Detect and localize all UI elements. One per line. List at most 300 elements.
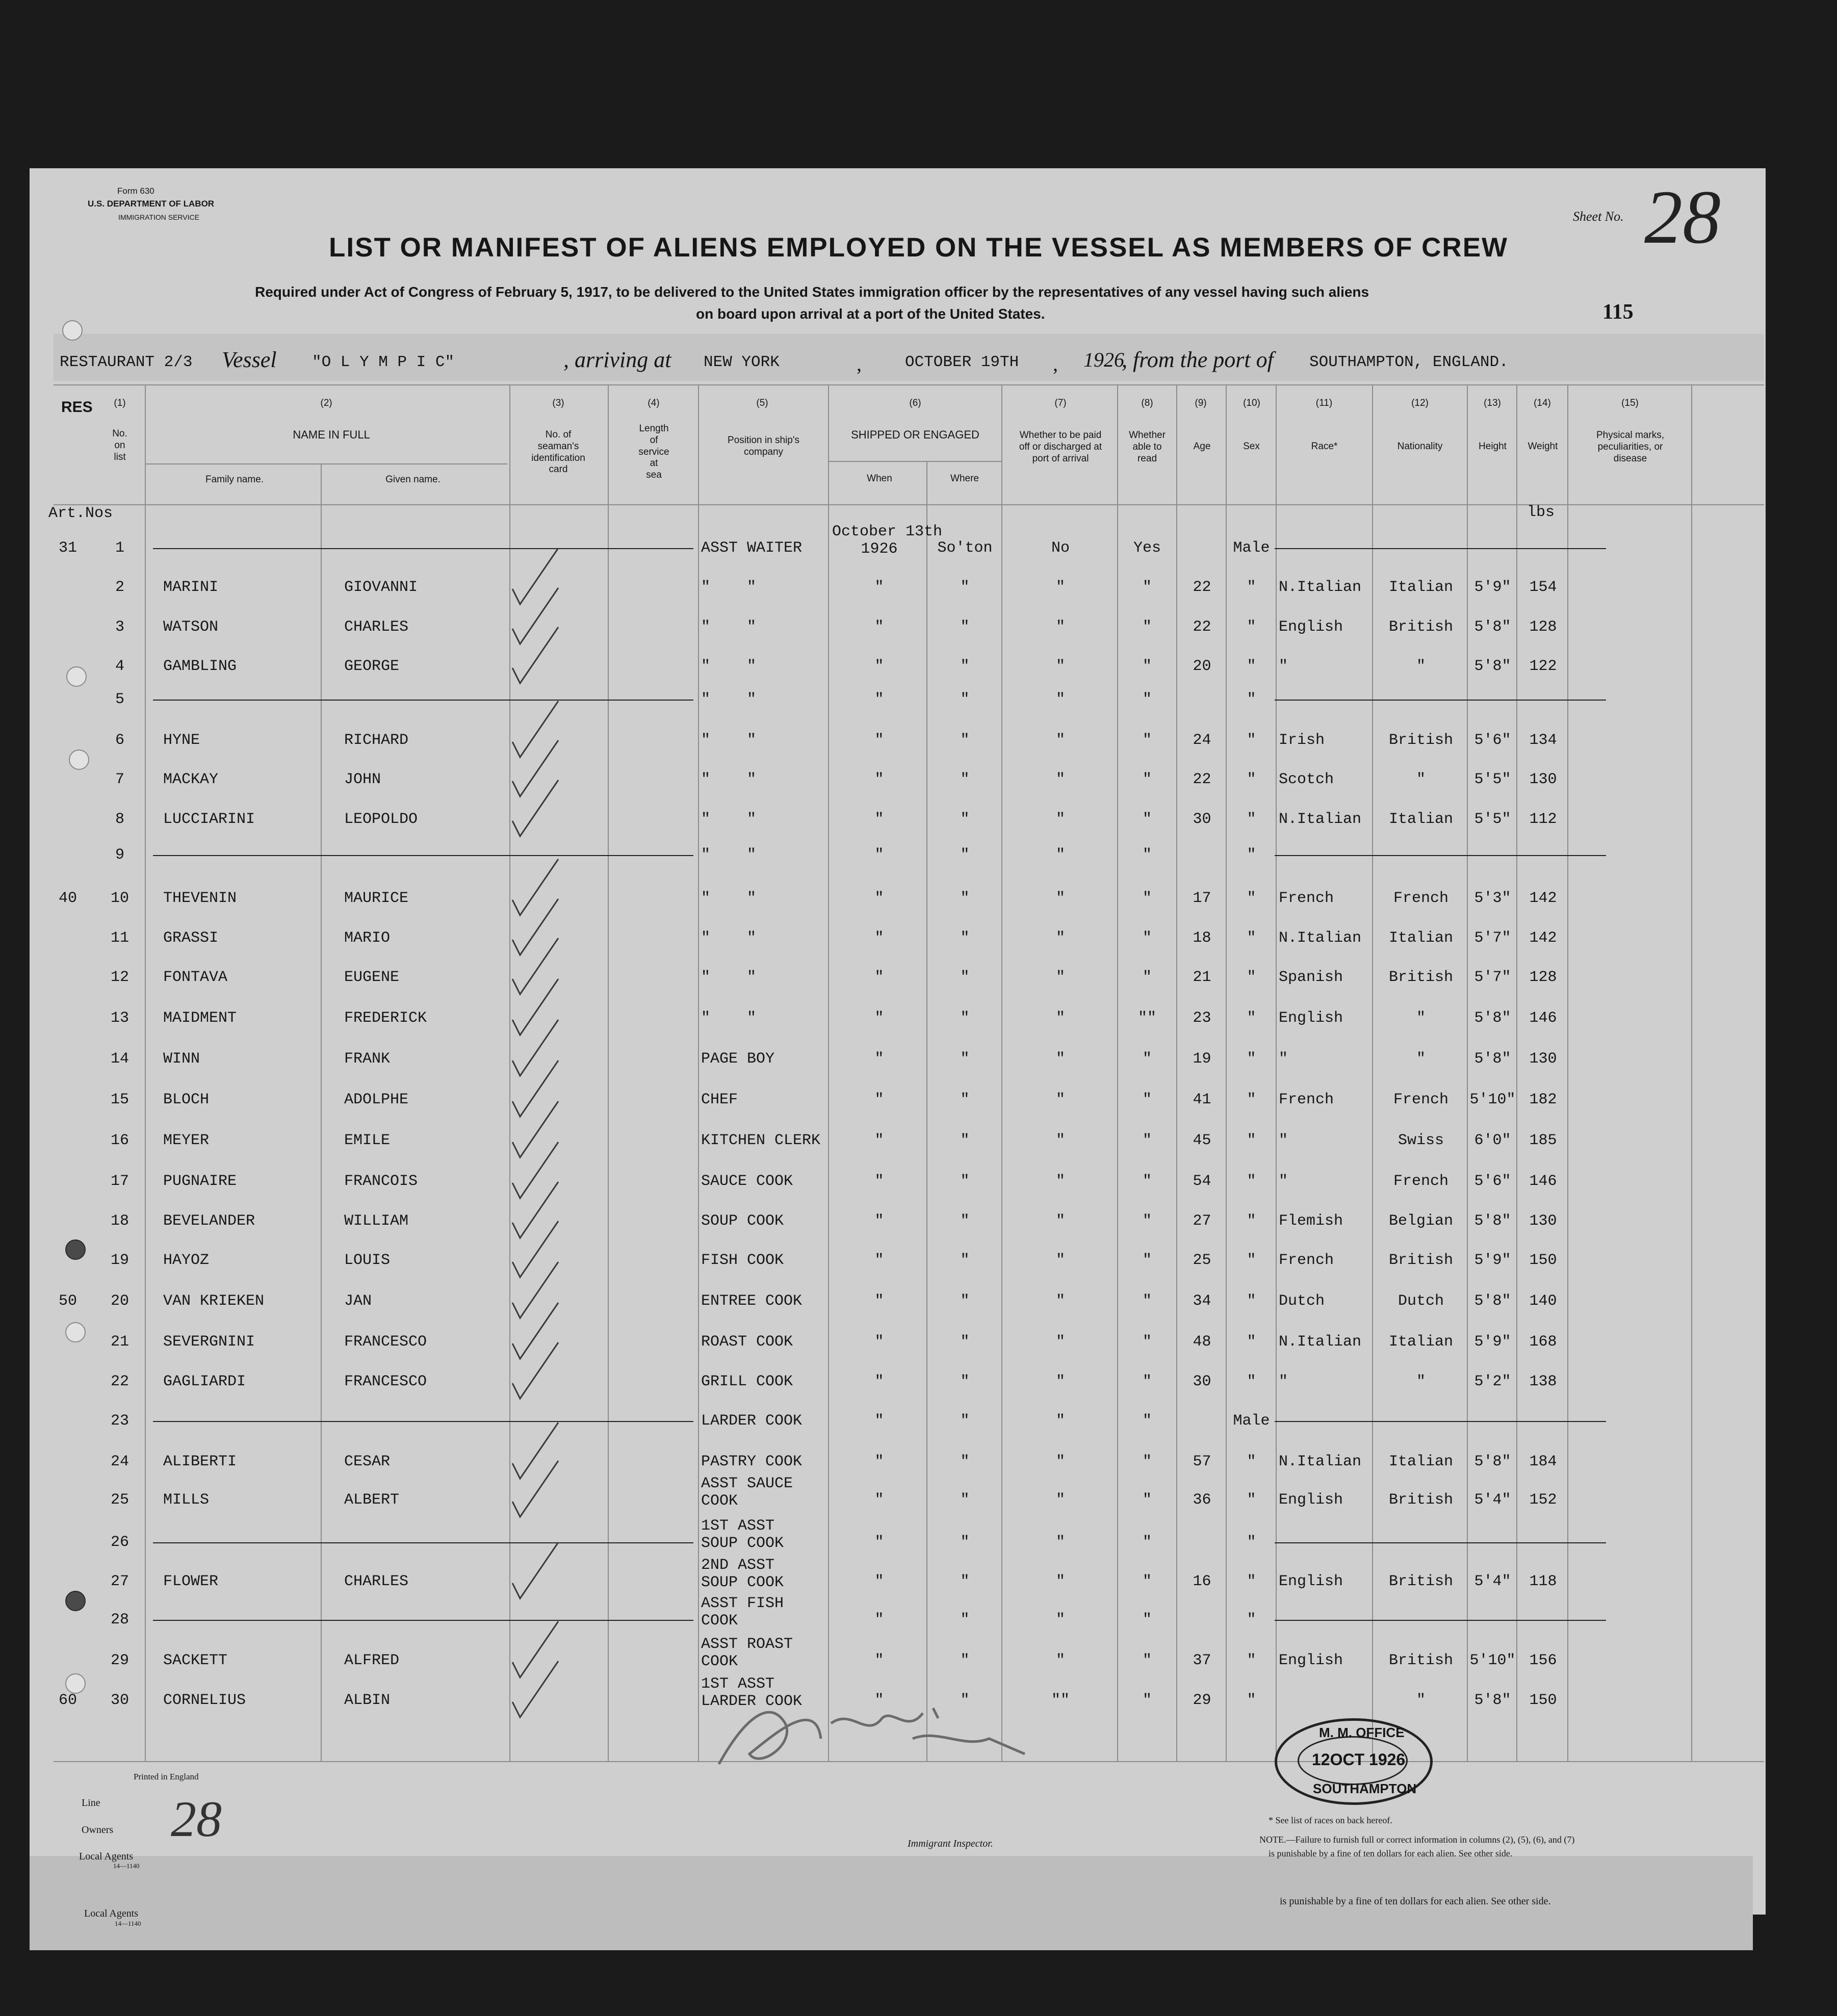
cell-race: Irish (1279, 732, 1325, 749)
cell-when: " (874, 1252, 884, 1269)
cell-position: " " (701, 846, 757, 864)
cell-weight: 156 (1529, 1652, 1557, 1669)
cell-read: " (1142, 771, 1152, 788)
cell-race: English (1279, 1652, 1343, 1669)
cell-race: N.Italian (1279, 1333, 1362, 1351)
cell-sex: " (1247, 1692, 1256, 1709)
col-15-num: (15) (1621, 398, 1639, 408)
cell-position: " " (701, 579, 757, 596)
col-nationality: Nationality (1397, 441, 1443, 452)
immigrant-inspector-label: Immigrant Inspector. (908, 1838, 993, 1849)
cell-read: " (1142, 890, 1152, 907)
cell-age: 16 (1193, 1573, 1211, 1590)
cell-read: " (1142, 1412, 1152, 1430)
cell-when: " (874, 1692, 884, 1709)
check-mark (512, 1221, 558, 1277)
cell-weight: 154 (1529, 579, 1557, 596)
cell-where: " (960, 771, 970, 788)
stamp-date: 12OCT 1926 (1312, 1750, 1406, 1769)
cell-position: " " (701, 890, 757, 907)
cell-where: " (960, 1132, 970, 1149)
cell-where: " (960, 1611, 970, 1629)
cell-race: N.Italian (1279, 579, 1362, 596)
cell-no: 16 (110, 1132, 129, 1149)
origin-port: SOUTHAMPTON, ENGLAND. (1309, 353, 1509, 371)
cell-position: 2ND ASST SOUP COOK (701, 1557, 784, 1591)
cell-when: " (874, 929, 884, 947)
cell-paid: " (1055, 1652, 1065, 1669)
cell-given: MARIO (344, 929, 391, 947)
cell-age: 34 (1193, 1293, 1211, 1310)
cell-no: 12 (110, 969, 129, 986)
cell-where: " (960, 1293, 970, 1310)
cell-nationality: " (1416, 658, 1426, 675)
cell-position: ROAST COOK (701, 1333, 793, 1351)
cell-sex: " (1247, 1373, 1256, 1390)
cell-weight: 168 (1529, 1333, 1557, 1351)
check-mark (512, 1303, 558, 1359)
cell-position: PAGE BOY (701, 1050, 775, 1068)
stamp-bottom-text: SOUTHAMPTON (1313, 1781, 1417, 1796)
cell-family: GAGLIARDI (163, 1373, 246, 1390)
check-mark (512, 1262, 558, 1318)
cell-when: " (874, 1091, 884, 1108)
page-number: 115 (1602, 300, 1634, 324)
cell-nationality: Italian (1388, 1333, 1454, 1351)
cell-position: " " (701, 1010, 757, 1027)
cell-read: " (1142, 732, 1152, 749)
cell-race: French (1279, 890, 1334, 907)
margin-mark: RES (61, 399, 93, 416)
cell-where: " (960, 1212, 970, 1230)
cell-where: " (960, 1453, 970, 1470)
cell-sex: " (1247, 1293, 1256, 1310)
col-sex: Sex (1243, 441, 1260, 452)
cell-no: 27 (110, 1573, 129, 1590)
cell-read: " (1142, 579, 1152, 596)
check-mark (512, 780, 558, 836)
cell-when: " (874, 1132, 884, 1149)
col-1-num: (1) (114, 398, 126, 408)
cell-race: English (1279, 1010, 1343, 1027)
col-family-name: Family name. (205, 474, 264, 485)
cell-paid: " (1055, 618, 1065, 636)
cell-nationality: " (1416, 771, 1426, 788)
cell-sex: " (1247, 1453, 1256, 1470)
cell-race: English (1279, 1491, 1343, 1509)
col-when: When (867, 473, 892, 484)
cell-given: MAURICE (344, 890, 409, 907)
cell-sex: " (1247, 1652, 1256, 1669)
cell-paid: " (1055, 811, 1065, 828)
cell-where: " (960, 1652, 970, 1669)
col-3-num: (3) (552, 398, 564, 408)
cell-sex: " (1247, 1132, 1256, 1149)
cell-read: " (1142, 1212, 1152, 1230)
cell-sex: " (1247, 658, 1256, 675)
cell-given: CESAR (344, 1453, 391, 1470)
cell-race: Dutch (1279, 1293, 1325, 1310)
cell-height: 5'5" (1474, 771, 1511, 788)
cell-sex: " (1247, 1010, 1256, 1027)
cell-race: N.Italian (1279, 1453, 1362, 1470)
cell-paid: " (1055, 929, 1065, 947)
cell-height: 5'8" (1474, 1453, 1511, 1470)
cell-given: ALBIN (344, 1692, 391, 1709)
cell-height: 5'6" (1474, 1173, 1511, 1190)
col-8-num: (8) (1141, 398, 1153, 408)
cell-read: " (1142, 1333, 1152, 1351)
cell-weight: 134 (1529, 732, 1557, 749)
cell-family: FLOWER (163, 1573, 219, 1590)
cell-weight: 140 (1529, 1293, 1557, 1310)
cell-weight: 122 (1529, 658, 1557, 675)
comma: , (857, 352, 862, 375)
cell-family: MACKAY (163, 771, 219, 788)
cell-family: PUGNAIRE (163, 1173, 237, 1190)
cell-read: "" (1137, 1010, 1156, 1027)
cell-family: GRASSI (163, 929, 219, 947)
cell-nationality: French (1393, 1091, 1449, 1108)
cell-no: 9 (115, 846, 124, 864)
cell-age: 22 (1193, 771, 1211, 788)
cell-weight: 130 (1529, 1212, 1557, 1230)
cell-weight: 130 (1529, 771, 1557, 788)
cell-paid: " (1055, 1173, 1065, 1190)
cell-height: 5'8" (1474, 1050, 1511, 1068)
check-mark (512, 1661, 558, 1717)
cell-sex: " (1247, 1173, 1256, 1190)
cell-weight: 112 (1529, 811, 1557, 828)
cell-read: " (1142, 1573, 1152, 1590)
cell-sex: " (1247, 1573, 1256, 1590)
cell-given: ADOLPHE (344, 1091, 409, 1108)
cell-when: " (874, 1491, 884, 1509)
cell-no: 6 (115, 732, 124, 749)
cell-paid: " (1055, 1050, 1065, 1068)
owners-label: Owners (82, 1824, 114, 1836)
cell-sex: " (1247, 846, 1256, 864)
cell-no: 1 (115, 539, 124, 557)
check-mark (512, 1542, 558, 1598)
cell-paid: " (1055, 1212, 1065, 1230)
check-mark (512, 588, 558, 644)
col-physical-marks: Physical marks, peculiarities, or disease (1596, 430, 1665, 464)
cell-no: 21 (110, 1333, 129, 1351)
cell-race: English (1279, 1573, 1343, 1590)
note-line-1: NOTE.—Failure to furnish full or correct information in columns (2), (5), (6), and (7) (1259, 1834, 1575, 1845)
cell-nationality: French (1393, 890, 1449, 907)
cell-paid: " (1055, 691, 1065, 708)
cell-where: " (960, 1491, 970, 1509)
col-4-num: (4) (648, 398, 660, 408)
cell-age: 30 (1193, 1373, 1211, 1390)
cell-no: 2 (115, 579, 124, 596)
art-number: 40 (59, 890, 77, 907)
cell-sex: " (1247, 1212, 1256, 1230)
page-title: LIST OR MANIFEST OF ALIENS EMPLOYED ON THE VESSEL AS MEMBERS OF CREW (329, 232, 1509, 263)
col-2-num: (2) (320, 398, 332, 408)
cell-where: " (960, 1412, 970, 1430)
cell-position: ASST SAUCE COOK (701, 1475, 793, 1510)
cell-nationality: French (1393, 1173, 1449, 1190)
cell-when: " (874, 1373, 884, 1390)
cell-race: Spanish (1279, 969, 1343, 986)
cell-paid: " (1055, 846, 1065, 864)
cell-position: ASST ROAST COOK (701, 1636, 793, 1670)
cell-given: LOUIS (344, 1252, 391, 1269)
cell-position: " " (701, 969, 757, 986)
cell-position: ENTREE COOK (701, 1293, 803, 1310)
cell-read: " (1142, 691, 1152, 708)
cell-no: 29 (110, 1652, 129, 1669)
cell-height: 5'6" (1474, 732, 1511, 749)
cell-position: GRILL COOK (701, 1373, 793, 1390)
cell-read: " (1142, 1692, 1152, 1709)
arrival-year: 1926 (1083, 348, 1124, 371)
cell-race: " (1279, 1173, 1288, 1190)
cell-no: 11 (110, 929, 129, 947)
cell-sex: Male (1233, 539, 1270, 557)
cell-where: " (960, 1252, 970, 1269)
cell-sex: " (1247, 691, 1256, 708)
cell-when: " (874, 1293, 884, 1310)
cell-race: N.Italian (1279, 811, 1362, 828)
cell-paid: " (1055, 1491, 1065, 1509)
subtitle-line-1: Required under Act of Congress of February 5, 1917, to be delivered to the United States immigration officer by the representatives of any vessel having such aliens (255, 284, 1369, 300)
cell-race: Scotch (1279, 771, 1334, 788)
cell-position: ASST FISH COOK (701, 1595, 784, 1630)
cell-no: 7 (115, 771, 124, 788)
cell-nationality: Belgian (1388, 1212, 1454, 1230)
cell-where: " (960, 969, 970, 986)
cell-height: 5'7" (1474, 969, 1511, 986)
line-label: Line (82, 1797, 100, 1808)
cell-where: " (960, 1333, 970, 1351)
cell-height: 5'8" (1474, 618, 1511, 636)
cell-position: LARDER COOK (701, 1412, 803, 1430)
col-where: Where (950, 473, 979, 484)
duplicate-agents-code: 14—1140 (115, 1920, 141, 1927)
cell-paid: " (1055, 1534, 1065, 1551)
printed-in-england: Printed in England (134, 1772, 199, 1781)
cell-weight: 118 (1529, 1573, 1557, 1590)
cell-when: " (874, 1573, 884, 1590)
cell-age: 23 (1193, 1010, 1211, 1027)
cell-where: " (960, 579, 970, 596)
cell-given: ALFRED (344, 1652, 400, 1669)
cell-race: " (1279, 658, 1288, 675)
cell-age: 20 (1193, 658, 1211, 675)
cell-given: WILLIAM (344, 1212, 409, 1230)
check-mark (512, 1020, 558, 1076)
cell-sex: " (1247, 969, 1256, 986)
cell-no: 15 (110, 1091, 129, 1108)
cell-given: FRANCESCO (344, 1373, 427, 1390)
cell-paid: " (1055, 1611, 1065, 1629)
cell-height: 5'4" (1474, 1491, 1511, 1509)
punch-hole (65, 1322, 86, 1342)
cell-weight: 182 (1529, 1091, 1557, 1108)
cell-family: MILLS (163, 1491, 210, 1509)
cell-family: SEVERGNINI (163, 1333, 255, 1351)
comma: , (1053, 352, 1058, 375)
cell-where: " (960, 1050, 970, 1068)
cell-family: MEYER (163, 1132, 210, 1149)
cell-nationality: Swiss (1398, 1132, 1444, 1149)
cell-age: 22 (1193, 579, 1211, 596)
sheet-label: Sheet No. (1573, 209, 1624, 224)
cell-race: French (1279, 1252, 1334, 1269)
from-label: , from the port of (1122, 347, 1274, 372)
cell-position: FISH COOK (701, 1252, 784, 1269)
cell-age: 27 (1193, 1212, 1211, 1230)
cell-sex: " (1247, 1491, 1256, 1509)
punch-hole (65, 1591, 86, 1611)
cell-when: " (874, 1173, 884, 1190)
cell-when: " (874, 1412, 884, 1430)
cell-weight: 128 (1529, 618, 1557, 636)
cell-given: EUGENE (344, 969, 400, 986)
cell-family: MARINI (163, 579, 219, 596)
cell-family: SACKETT (163, 1652, 228, 1669)
cell-height: 5'8" (1474, 1692, 1511, 1709)
cell-paid: " (1055, 732, 1065, 749)
cell-race: French (1279, 1091, 1334, 1108)
cell-no: 28 (110, 1611, 129, 1629)
col-name-in-full: NAME IN FULL (293, 428, 370, 441)
cell-age: 54 (1193, 1173, 1211, 1190)
check-mark (512, 859, 558, 915)
cell-family: GAMBLING (163, 658, 237, 675)
cell-paid: " (1055, 969, 1065, 986)
col-13-num: (13) (1484, 398, 1501, 408)
handwritten-28: 28 (171, 1791, 222, 1847)
cell-position: " " (701, 658, 757, 675)
cell-position: " " (701, 811, 757, 828)
cell-given: FRANCESCO (344, 1333, 427, 1351)
cell-nationality: " (1416, 1010, 1426, 1027)
cell-when: " (874, 658, 884, 675)
col-7-num: (7) (1054, 398, 1067, 408)
cell-given: GEORGE (344, 658, 400, 675)
cell-sex: " (1247, 929, 1256, 947)
weight-unit: lbs (1527, 504, 1555, 521)
cell-no: 8 (115, 811, 124, 828)
cell-family: FONTAVA (163, 969, 228, 986)
cell-nationality: Italian (1388, 1453, 1454, 1470)
cell-read: " (1142, 929, 1152, 947)
cell-height: 5'7" (1474, 929, 1511, 947)
service: IMMIGRATION SERVICE (118, 213, 199, 221)
cell-when: " (874, 1652, 884, 1669)
cell-weight: 130 (1529, 1050, 1557, 1068)
races-note: * See list of races on back hereof. (1269, 1815, 1392, 1825)
art-nos-label: Art.Nos (48, 505, 113, 522)
cell-race: N.Italian (1279, 929, 1362, 947)
cell-height: 5'4" (1474, 1573, 1511, 1590)
cell-nationality: British (1388, 1491, 1454, 1509)
cell-weight: 142 (1529, 929, 1557, 947)
cell-read: " (1142, 1173, 1152, 1190)
cell-age: 30 (1193, 811, 1211, 828)
check-mark (512, 1342, 558, 1399)
cell-when: " (874, 691, 884, 708)
cell-age: 45 (1193, 1132, 1211, 1149)
cell-sex: " (1247, 579, 1256, 596)
cell-sex: Male (1233, 1412, 1270, 1430)
col-length-of-service: Length of service at sea (638, 423, 669, 481)
cell-age: 29 (1193, 1692, 1211, 1709)
cell-nationality: " (1416, 1373, 1426, 1390)
cell-where: So'ton (937, 539, 993, 557)
cell-weight: 150 (1529, 1692, 1557, 1709)
cell-paid: " (1055, 1252, 1065, 1269)
cell-sex: " (1247, 811, 1256, 828)
cell-no: 30 (110, 1692, 129, 1709)
cell-no: 24 (110, 1453, 129, 1470)
cell-weight: 185 (1529, 1132, 1557, 1149)
cell-height: 6'0" (1474, 1132, 1511, 1149)
cell-given: FREDERICK (344, 1010, 427, 1027)
col-12-num: (12) (1411, 398, 1429, 408)
col-no-on-list: No. on list (112, 428, 127, 462)
cell-given: FRANK (344, 1050, 391, 1068)
cell-paid: " (1055, 1293, 1065, 1310)
cell-when: " (874, 969, 884, 986)
cell-family: CORNELIUS (163, 1692, 246, 1709)
vessel-label: Vessel (222, 347, 277, 372)
cell-position: CHEF (701, 1091, 738, 1108)
cell-nationality: British (1388, 732, 1454, 749)
col-10-num: (10) (1243, 398, 1260, 408)
cell-nationality: British (1388, 969, 1454, 986)
cell-when: " (874, 1453, 884, 1470)
cell-paid: " (1055, 1373, 1065, 1390)
col-age: Age (1193, 441, 1211, 452)
cell-height: 5'9" (1474, 579, 1511, 596)
cell-read: " (1142, 811, 1152, 828)
cell-position: KITCHEN CLERK (701, 1132, 821, 1149)
cell-weight: 150 (1529, 1252, 1557, 1269)
cell-where: " (960, 811, 970, 828)
cell-height: 5'8" (1474, 1010, 1511, 1027)
cell-nationality: " (1416, 1692, 1426, 1709)
cell-sex: " (1247, 1333, 1256, 1351)
cell-when: " (874, 1050, 884, 1068)
cell-sex: " (1247, 1252, 1256, 1269)
cell-age: 22 (1193, 618, 1211, 636)
cell-when: " (874, 1534, 884, 1551)
cell-height: 5'8" (1474, 1212, 1511, 1230)
cell-read: " (1142, 969, 1152, 986)
art-number: 60 (59, 1692, 77, 1709)
cell-sex: " (1247, 1050, 1256, 1068)
subtitle-line-2: on board upon arrival at a port of the United States. (696, 306, 1045, 322)
cell-family: THEVENIN (163, 890, 237, 907)
col-seaman-card: No. of seaman's identification card (531, 429, 585, 475)
cell-read: " (1142, 1534, 1152, 1551)
cell-given: EMILE (344, 1132, 391, 1149)
cell-paid: "" (1051, 1692, 1070, 1709)
cell-race: " (1279, 1132, 1288, 1149)
cell-read: " (1142, 1453, 1152, 1470)
cell-age: 24 (1193, 732, 1211, 749)
cell-position: SOUP COOK (701, 1212, 784, 1230)
cell-given: FRANCOIS (344, 1173, 418, 1190)
cell-nationality: British (1388, 1652, 1454, 1669)
cell-position: 1ST ASST LARDER COOK (701, 1675, 803, 1710)
